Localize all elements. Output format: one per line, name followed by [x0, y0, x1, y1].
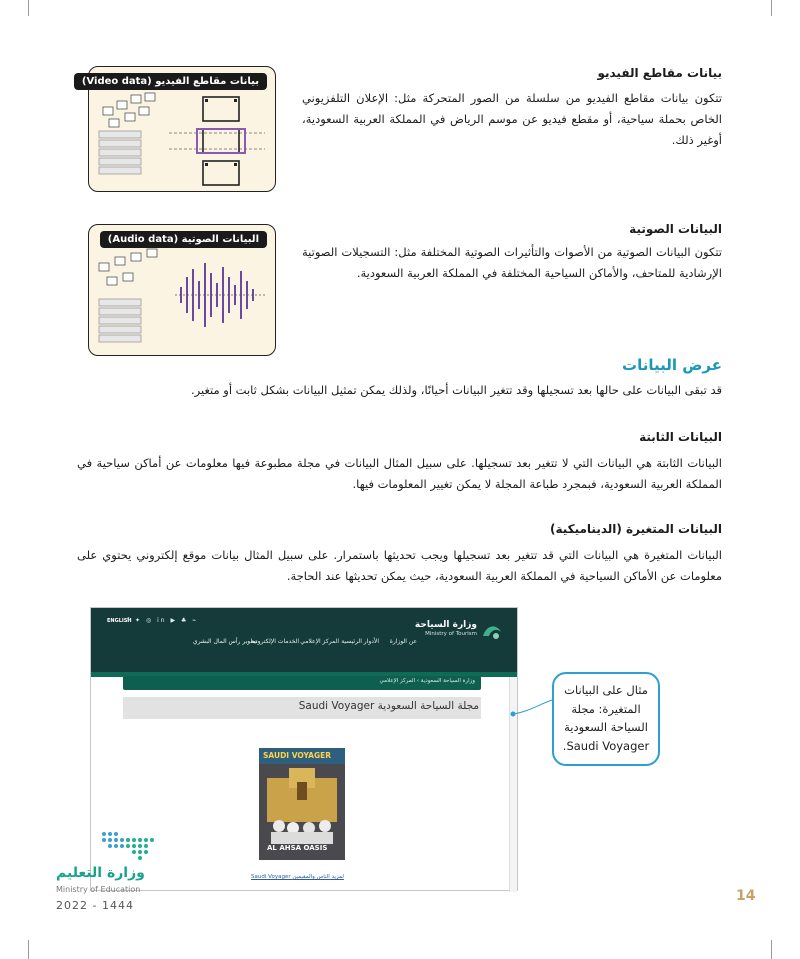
- page-number: 14: [736, 888, 756, 904]
- data-display-title: عرض البيانات: [622, 356, 722, 374]
- tourism-logo-icon: [481, 622, 503, 642]
- audio-data-text: تتكون البيانات الصوتية من الأصوات والتأثيرات الصوتية المختلفة مثل: التسجيلات الصوتية الإرشادية للمتاحف، والأماكن السياحية المختلفة في المملكة العربية السعودية.: [302, 245, 722, 280]
- cover-headline: AL AHSA OASIS: [267, 844, 328, 852]
- static-data-text: البيانات الثابتة هي البيانات التي لا تتغير بعد تسجيلها. على سبيل المثال البيانات في مجلة مطبوعة فيها معلومات عن أماكن سياحية في المملكة العربية السعودية، فبمجرد طباعة المجلة لا يمكن تغيير المعلومات فيها.: [77, 456, 722, 491]
- static-data-heading: البيانات الثابتة: [639, 430, 722, 444]
- language-link[interactable]: ENGLISH: [107, 618, 132, 624]
- crop-mark: [28, 940, 29, 959]
- data-display-text: قد تبقى البيانات على حالها بعد تسجيلها وقد تتغير البيانات أحيانًا، ولذلك يمكن تمثيل البيانات بشكل ثابت أو متغير.: [190, 383, 722, 397]
- site-logo-ar: وزارة السياحة: [414, 620, 477, 630]
- video-data-heading: بيانات مقاطع الفيديو: [597, 66, 722, 80]
- audio-data-card: [88, 224, 276, 356]
- ministry-name-en: Ministry of Education: [56, 885, 141, 894]
- dynamic-data-callout: مثال على البيانات المتغيرة: مجلة السياحة السعودية Saudi Voyager.: [552, 672, 660, 766]
- ministry-logo-icon: [98, 828, 158, 862]
- crop-mark: [771, 940, 772, 959]
- video-data-card: [81, 66, 276, 192]
- nav-e-services[interactable]: الخدمات الإلكترونية: [250, 638, 299, 645]
- crop-mark: [28, 0, 29, 16]
- video-data-card-title: بيانات مقاطع الفيديو (Video data): [74, 73, 267, 90]
- audio-data-card-title: البيانات الصوتية (Audio data): [100, 231, 267, 248]
- nav-about[interactable]: عن الوزارة: [389, 638, 417, 645]
- social-icons[interactable]: f ✦ ◎ in ▶ ♣ ⌁: [127, 617, 198, 624]
- video-data-text: تتكون بيانات مقاطع الفيديو من سلسلة من الصور المتحركة مثل: الإعلان التلفزيوني الخاص بحملة سياحية، أو مقطع فيديو عن موسم الرياض في المملكة العربية السعودية، أوغير ذلك.: [302, 91, 722, 147]
- dynamic-data-text: البيانات المتغيرة هي البيانات التي قد تتغير بعد تسجيلها ويجب تحديثها باستمرار. على سبيل المثال بيانات موقع إلكتروني يحتوي على معلومات عن الأماكن السياحية في المملكة العربية السعودية، حيث يمكن تحديثها عند الحاجة.: [77, 548, 722, 583]
- magazine-cover[interactable]: [259, 748, 345, 860]
- magazine-title: مجلة السياحة السعودية Saudi Voyager: [298, 700, 479, 712]
- nav-human-capital[interactable]: تطوير رأس المال البشري: [192, 638, 257, 645]
- site-logo-en: Ministry of Tourism: [425, 631, 477, 637]
- nav-main-roles[interactable]: الأدوار الرئيسية: [341, 638, 379, 645]
- dynamic-data-heading: البيانات المتغيرة (الديناميكية): [549, 522, 722, 536]
- crop-mark: [771, 0, 772, 16]
- cover-brand: SAUDI VOYAGER: [263, 751, 332, 760]
- audio-data-heading: البيانات الصوتية: [629, 222, 722, 236]
- nav-media-center[interactable]: المركز الإعلامي: [300, 638, 339, 645]
- ministry-name-ar: وزارة التعليم: [56, 865, 145, 881]
- site-header: [91, 608, 517, 672]
- edition-year: 2022 - 1444: [56, 899, 134, 912]
- breadcrumb[interactable]: وزارة السياحة السعودية › المركز الإعلامي: [379, 678, 475, 684]
- magazine-link[interactable]: Saudi Voyager لمزيد الناس والمقيمين: [251, 874, 344, 880]
